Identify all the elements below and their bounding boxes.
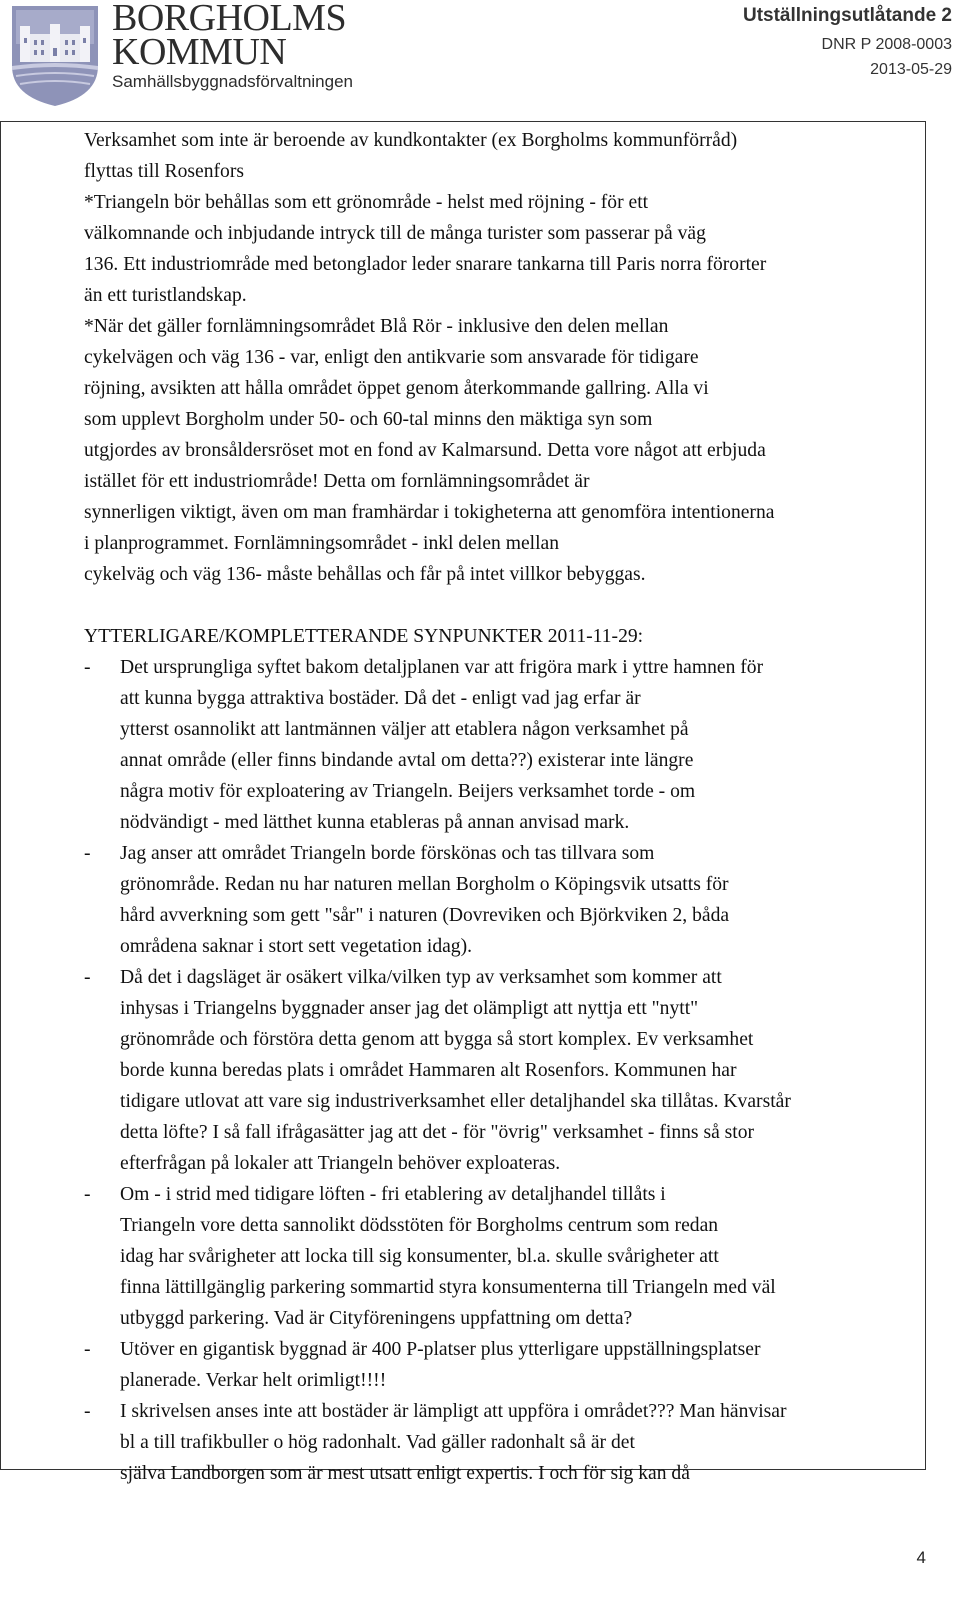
text-line: några motiv för exploatering av Triangeln. Beijers verksamhet torde - om [120, 781, 696, 802]
spacer [84, 590, 920, 621]
text-line: annat område (eller finns bindande avtal om detta??) existerar inte längre [120, 750, 694, 771]
text-line: i planprogrammet. Fornlämningsområdet - inkl delen mellan [84, 533, 560, 554]
list-item [84, 1179, 920, 1334]
text-line: Då det i dagsläget är osäkert vilka/vilken typ av verksamhet som kommer att [120, 967, 722, 988]
text-line: själva Landborgen som är mest utsatt enligt expertis. I och för sig kan då [120, 1463, 690, 1484]
text-line: grönområde och förstöra detta genom att bygga så stort komplex. Ev verksamhet [120, 1029, 754, 1050]
text-line: detta löfte? I så fall ifrågasätter jag att det - för "övrig" verksamhet - finns så stor [120, 1122, 755, 1143]
document-meta [743, 4, 952, 83]
text-line: som upplevt Borgholm under 50- och 60-tal minns den mäktiga syn som [84, 409, 653, 430]
text-line: grönområde. Redan nu har naturen mellan Borgholm o Köpingsvik utsatts för [120, 874, 729, 895]
dash-bullet: - [84, 1401, 91, 1422]
text-line: röjning, avsikten att hålla området öppet genom återkommande gallring. Alla vi [84, 378, 709, 399]
text-line: efterfrågan på lokaler att Triangeln behöver exploateras. [120, 1153, 561, 1174]
text-line: bl a till trafikbuller o hög radonhalt. Vad gäller radonhalt så är det [120, 1432, 635, 1453]
dash-bullet: - [84, 1184, 91, 1205]
document-title: Utställningsutlåtande 2 [742, 5, 952, 26]
text-line: flyttas till Rosenfors [84, 161, 245, 182]
dash-bullet: - [84, 967, 91, 988]
text-line: utgjordes av bronsåldersröset mot en fond av Kalmarsund. Detta vore något att erbjuda [84, 440, 766, 461]
text-line: Utöver en gigantisk byggnad är 400 P-platser plus ytterligare uppställningsplatser [120, 1339, 761, 1360]
document-dnr: DNR P 2008-0003 [821, 36, 952, 53]
text-line: hård avverkning som gett "sår" i naturen (Dovreviken och Björkviken 2, båda [120, 905, 730, 926]
list-item [84, 1396, 920, 1489]
text-line: utbyggd parkering. Vad är Cityföreningens uppfattning om detta? [120, 1308, 633, 1329]
text-line: Verksamhet som inte är beroende av kundkontakter (ex Borgholms kommunförråd) [84, 130, 738, 151]
text-line: istället för ett industriområde! Detta om fornlämningsområdet är [84, 471, 590, 492]
document-date: 2013-05-29 [870, 61, 952, 78]
org-name-line1: BORGHOLMS [112, 0, 347, 39]
list-item [84, 962, 920, 1179]
text-line: än ett turistlandskap. [84, 285, 247, 306]
text-line: att kunna bygga attraktiva bostäder. Då det - enligt vad jag erfar är [120, 688, 641, 709]
text-line: cykelväg och väg 136- måste behållas och får på intet villkor bebyggas. [84, 564, 646, 585]
dash-list [84, 652, 920, 1489]
text-line: *Triangeln bör behållas som ett grönområde - helst med röjning - för ett [84, 192, 649, 213]
text-line: finna lättillgänglig parkering sommartid styra konsumenterna till Triangeln med väl [120, 1277, 776, 1298]
text-line: tidigare utlovat att vare sig industriverksamhet eller detaljhandel ska tillåtas. Kvarstår [120, 1091, 791, 1112]
borgholm-castle-logo-icon [10, 4, 100, 108]
text-line: inhysas i Triangelns byggnader anser jag det olämpligt att nyttja ett "nytt" [120, 998, 699, 1019]
section-heading: YTTERLIGARE/KOMPLETTERANDE SYNPUNKTER 2011-11-29: [84, 626, 644, 647]
org-name [112, 0, 353, 92]
text-line: *När det gäller fornlämningsområdet Blå Rör - inklusive den delen mellan [84, 316, 669, 337]
page-number: 4 [916, 1548, 926, 1567]
list-item [84, 1334, 920, 1396]
text-line: synnerligen viktigt, även om man framhärdar i tokigheterna att genomföra intentionerna [84, 502, 775, 523]
org-name-line2: KOMMUN [112, 31, 287, 73]
text-line: nödvändigt - med lätthet kunna etableras på annan anvisad mark. [120, 812, 630, 833]
dash-bullet: - [84, 1339, 91, 1360]
text-line: Jag anser att området Triangeln borde förskönas och tas tillvara som [120, 843, 655, 864]
text-line: I skrivelsen anses inte att bostäder är lämpligt att uppföra i området??? Man hänvisar [120, 1401, 787, 1422]
org-department: Samhällsbyggnadsförvaltningen [112, 72, 353, 91]
document-body [84, 125, 920, 1489]
text-line: idag har svårigheter att locka till sig konsumenter, bl.a. skulle svårigheter att [120, 1246, 719, 1267]
text-line: Det ursprungliga syftet bakom detaljplanen var att frigöra mark i yttre hamnen för [120, 657, 764, 678]
text-line: ytterst osannolikt att lantmännen väljer att etablera någon verksamhet på [120, 719, 689, 740]
dash-bullet: - [84, 843, 91, 864]
text-line: Om - i strid med tidigare löften - fri etablering av detaljhandel tillåts i [120, 1184, 666, 1205]
dash-bullet: - [84, 657, 91, 678]
text-line: Triangeln vore detta sannolikt dödsstöten för Borgholms centrum som redan [120, 1215, 719, 1236]
text-line: borde kunna beredas plats i området Hammaren alt Rosenfors. Kommunen har [120, 1060, 737, 1081]
list-item [84, 652, 920, 838]
text-line: 136. Ett industriområde med betonglador leder snarare tankarna till Paris norra förorter [84, 254, 767, 275]
text-line: välkomnande och inbjudande intryck till de många turister som passerar på väg [84, 223, 706, 244]
text-line: områdena saknar i stort sett vegetation idag). [120, 936, 473, 957]
text-line: planerade. Verkar helt orimligt!!!! [120, 1370, 387, 1391]
list-item [84, 838, 920, 962]
text-line: cykelvägen och väg 136 - var, enligt den antikvarie som ansvarade för tidigare [84, 347, 699, 368]
